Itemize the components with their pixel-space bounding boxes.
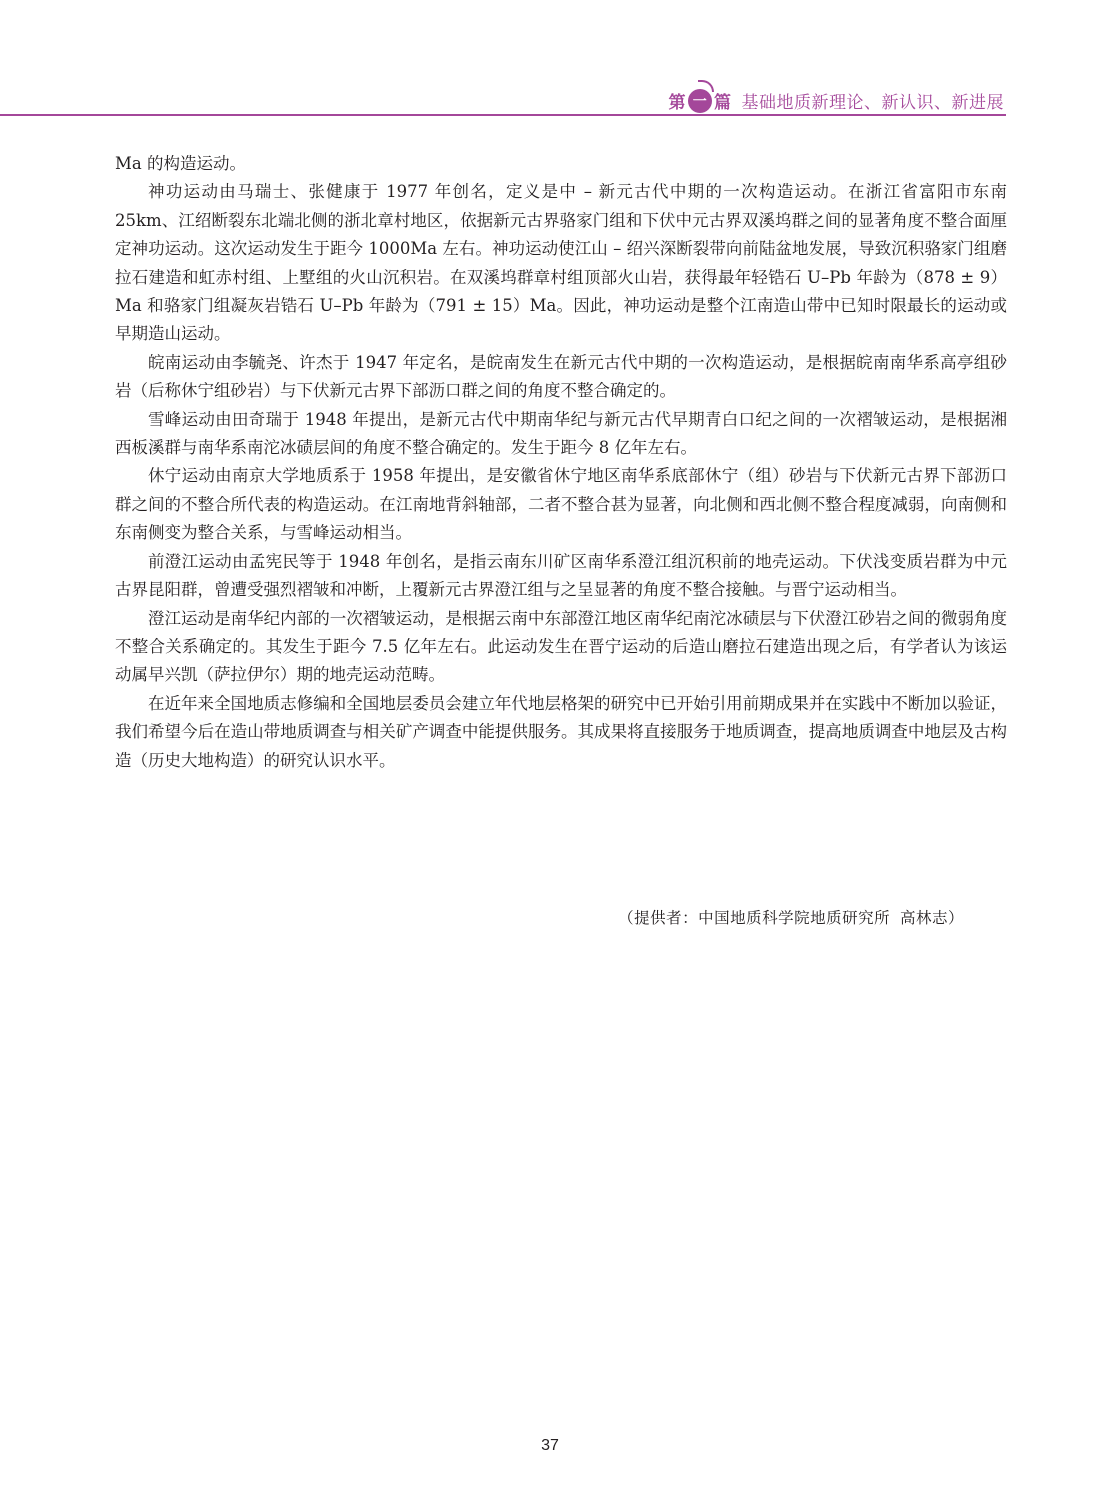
contributor-signature: （提供者：中国地质科学院地质研究所 高林志） (618, 909, 964, 927)
paragraph: 皖南运动由李毓尧、许杰于 1947 年定名，是皖南发生在新元古代中期的一次构造运动，是根据皖南南华系高亭组砂岩（后称休宁组砂岩）与下伏新元古界下部沥口群之间的角度不整合确定的。 (115, 352, 1007, 401)
leaf-decoration-icon (698, 80, 714, 92)
paragraph: 在近年来全国地质志修编和全国地层委员会建立年代地层格架的研究中已开始引用前期成果并在实践中不断加以验证，我们希望今后在造山带地质调查与相关矿产调查中能提供服务。其成果将直接服务于地质调查，提高地质调查中地层及古构造（历史大地构造）的研究认识水平。 (115, 693, 1007, 770)
page-number: 37 (541, 1437, 559, 1454)
paragraph: 休宁运动由南京大学地质系于 1958 年提出，是安徽省休宁地区南华系底部休宁（组）砂岩与下伏新元古界下部沥口群之间的不整合所代表的构造运动。在江南地背斜轴部，二者不整合甚为显著，向北侧和西北侧不整合程度减弱，向南侧和东南侧变为整合关系，与雪峰运动相当。 (115, 466, 1007, 543)
part-number-badge (688, 89, 712, 113)
page-header (0, 82, 1100, 122)
header-rule (0, 114, 1006, 116)
paragraph: 雪峰运动由田奇瑞于 1948 年提出，是新元古代中期南华纪与新元古代早期青白口纪之间的一次褶皱运动，是根据湘西板溪群与南华系南沱冰碛层间的角度不整合确定的。发生于距今 8 亿年左右。 (115, 409, 1007, 458)
paragraph: 前澄江运动由孟宪民等于 1948 年创名，是指云南东川矿区南华系澄江组沉积前的地壳运动。下伏浅变质岩群为中元古界昆阳群，曾遭受强烈褶皱和冲断，上覆新元古界澄江组与之呈显著的角度不整合接触。与晋宁运动相当。 (115, 551, 1007, 600)
section-title: 基础地质新理论、新认识、新进展 (741, 93, 1004, 113)
paragraph: 澄江运动是南华纪内部的一次褶皱运动，是根据云南中东部澄江地区南华纪南沱冰碛层与下伏澄江砂岩之间的微弱角度不整合关系确定的。其发生于距今 7.5 亿年左右。此运动发生在晋宁运动的后造山磨拉石建造出现之后，有学者认为该运动属早兴凯（萨拉伊尔）期的地壳运动范畴。 (115, 608, 1007, 685)
paragraph: 神功运动由马瑞士、张健康于 1977 年创名，定义是中 – 新元古代中期的一次构造运动。在浙江省富阳市东南 25km、江绍断裂东北端北侧的浙北章村地区，依据新元古界骆家门组和下伏中元古界双溪坞群之间的显著角度不整合面厘定神功运动。这次运动发生于距今 1000Ma 左右。神功运动使江山 – 绍兴深断裂带向前陆盆地发展，导致沉积骆家门组磨拉石建造和虹赤村组、上墅组的火山沉积岩。在双溪坞群章村组顶部火山岩，获得最年轻锆石 U–Pb 年龄为（878 ± 9）Ma 和骆家门组凝灰岩锆石 U–Pb 年龄为（791 ± 15）Ma。因此，神功运动是整个江南造山带中已知时限最长的运动或早期造山运动。 (115, 182, 1007, 344)
header-title (669, 88, 1005, 113)
part-number: 一 (692, 93, 708, 110)
body-text (115, 150, 1007, 775)
paragraph: Ma 的构造运动。 (115, 154, 246, 173)
part-suffix: 篇 (714, 93, 732, 113)
part-prefix: 第 (668, 93, 686, 113)
